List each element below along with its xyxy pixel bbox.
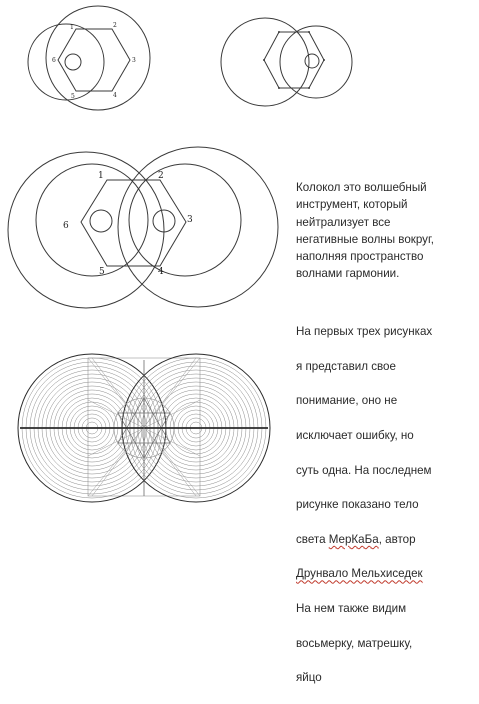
fig3-label-5: 5: [99, 267, 105, 277]
figure-2-hexagon-circles: [221, 18, 352, 106]
fig1-label-2: 2: [113, 22, 117, 29]
text-line: исключает ошибку, но: [296, 429, 414, 443]
text-line: яйцо: [296, 671, 322, 685]
figure-3-hexagon-circles: [8, 147, 278, 308]
text-line: я представил свое: [296, 359, 396, 373]
author-name: Друнвало Мельхиседек: [296, 567, 423, 581]
fig2-inner-circle: [305, 54, 319, 68]
fig1-label-6: 6: [52, 57, 56, 64]
text-line: На первых трех рисунках: [296, 325, 433, 339]
fig1-label-5: 5: [71, 93, 75, 100]
fig1-hexagon: [58, 29, 130, 91]
fig1-label-4: 4: [113, 92, 117, 99]
figure-2-vertex-dots: [263, 31, 325, 89]
paragraph-bell-description: Колокол это волшебный инструмент, который нейтрализует все негативные волны вокруг, наполняя пространство волнами гармонии.: [296, 181, 435, 281]
text-line: На нем также видим: [296, 602, 407, 616]
fig3-hexagon: [81, 180, 186, 266]
fig3-label-4: 4: [158, 267, 164, 277]
fig2-hexagon: [264, 32, 324, 88]
fig1-left-circle: [28, 24, 104, 100]
fig3-label-2: 2: [158, 171, 164, 181]
fig3-label-1: 1: [98, 171, 104, 181]
paragraph-drawings-explanation: [296, 306, 476, 704]
figure-4-merkaba: [18, 354, 270, 502]
fig1-label-1: 1: [70, 24, 74, 31]
text-line: [296, 531, 476, 548]
text-line: суть одна. На последнем: [296, 463, 432, 477]
fig2-right-circle: [280, 26, 352, 98]
fig1-inner-circle: [65, 54, 81, 70]
fig1-label-3: 3: [132, 57, 136, 64]
text-line: [296, 565, 476, 582]
fig3-left-small-circle: [90, 210, 112, 232]
text-fragment: света: [296, 532, 329, 546]
text-line: понимание, оно не: [296, 394, 398, 408]
text-fragment: , автор: [378, 532, 416, 546]
fig3-label-3: 3: [187, 215, 193, 225]
fig3-label-6: 6: [63, 221, 69, 231]
fig3-right-outer-circle: [118, 147, 278, 307]
merkaba-term: МерКаБа: [328, 532, 379, 546]
text-line: восьмерку, матрешку,: [296, 636, 413, 650]
fig3-left-inner-circle: [36, 164, 148, 276]
text-line: рисунке показано тело: [296, 498, 419, 512]
